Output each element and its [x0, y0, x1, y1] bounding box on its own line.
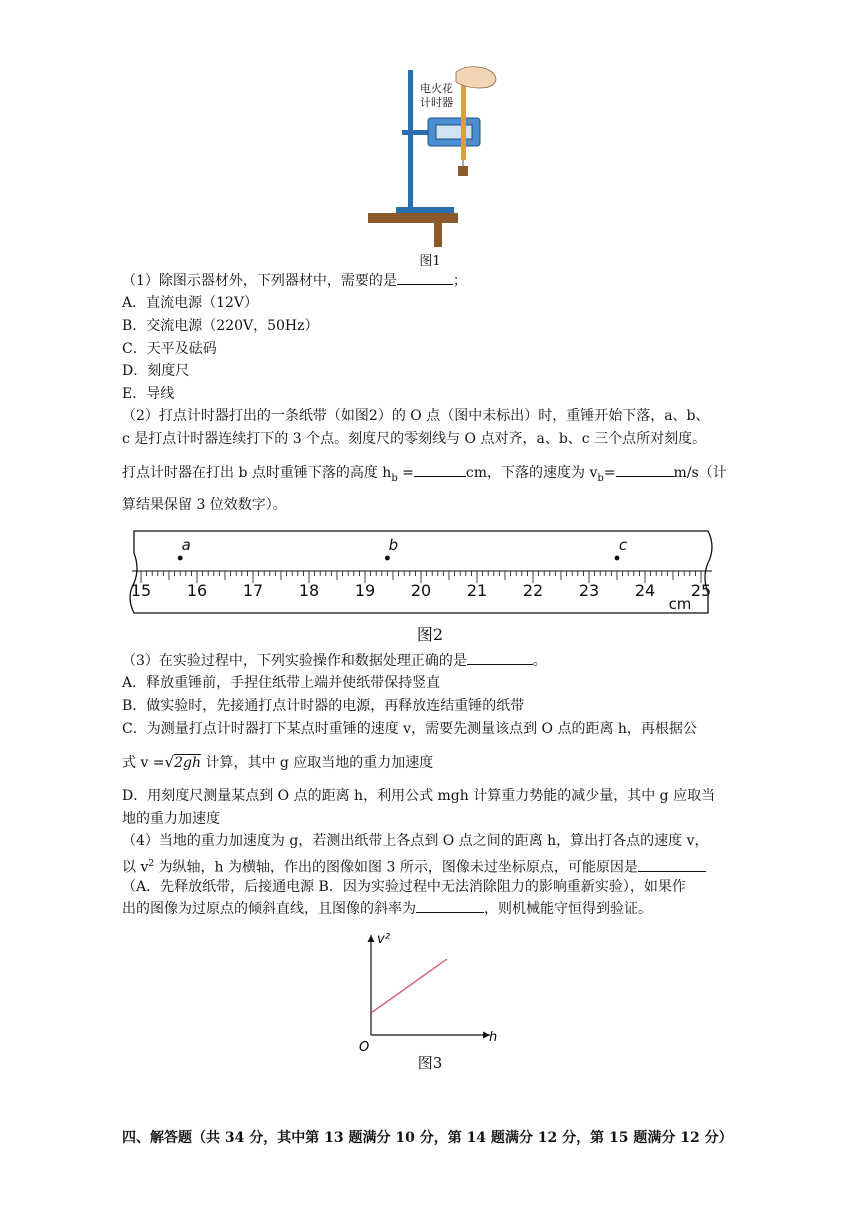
figure3-graph — [355, 925, 505, 1055]
origin-label: O — [359, 1040, 370, 1055]
q4-line2: 以 $v^2$ 为纵轴，h 为横轴，作出的图像如图 3 所示，图像未过坐标原点，可能原因是 — [122, 853, 742, 879]
q2-line1: （2）打点计时器打出的一条纸带（如图2）的 O 点（图中未标出）时，重锤开始下落，a、b、 — [122, 408, 710, 424]
q2-line4: 算结果保留 3 位效数字）。 — [122, 497, 287, 513]
ruler-tick-label: 24 — [634, 581, 656, 600]
ruler-tick-label: 23 — [578, 581, 600, 600]
stand-base — [396, 207, 454, 213]
q3-answer-blank[interactable] — [467, 650, 533, 665]
tape-point-a — [178, 556, 183, 561]
figure1-caption: 图1 — [419, 254, 441, 269]
q1-option-b: B．交流电源（220V，50Hz） — [122, 318, 319, 334]
stand-rod — [408, 70, 413, 210]
sqrt-symbol: √ — [164, 753, 175, 771]
ruler-tick-label: 17 — [242, 581, 264, 600]
tape-point-b — [385, 556, 390, 561]
timer-inner — [436, 125, 472, 139]
q1-answer-blank[interactable] — [397, 270, 453, 285]
q4-line1: （4）当地的重力加速度为 g，若测出纸带上各点到 O 点之间的距离 h，算出打各点的速度 v， — [122, 833, 709, 849]
figure2-ruler — [124, 527, 720, 619]
q2-line3: 打点计时器在打出 b 点时重锤下落的高度 $h_b$ = cm，下落的速度为 $v_b= m/s$（计 — [122, 462, 742, 490]
y-axis-label: v² — [377, 932, 390, 947]
ruler-tick-label: 21 — [466, 581, 488, 600]
q1-option-e: E．导线 — [122, 386, 175, 402]
ruler-unit: cm — [668, 595, 692, 613]
q3-option-c1: C．为测量打点计时器打下某点时重锤的速度 v，需要先测量该点到 O 点的距离 h，再根据公 — [122, 721, 697, 737]
q4-line3: （A．先释放纸带，后接通电源 B．因为实验过程中无法消除阻力的影响重新实验），如果作 — [122, 879, 686, 895]
q4-reason-blank[interactable] — [638, 857, 706, 872]
q3-option-c2: 式 v =√2gh 计算，其中 g 应取当地的重力加速度 — [122, 753, 434, 771]
q2-height-blank[interactable] — [414, 462, 466, 477]
q3-option-a: A．释放重锤前，手捏住纸带上端并使纸带保持竖直 — [122, 675, 441, 691]
tape-point-label-c: c — [618, 536, 628, 554]
ruler-tick-label: 20 — [410, 581, 432, 600]
tape-point-label-a: a — [181, 536, 191, 554]
ruler-tick-label: 25 — [690, 581, 712, 600]
q3-option-d1: D．用刻度尺测量某点到 O 点的距离 h，利用公式 mgh 计算重力势能的减少量，其中 g 应取当 — [122, 788, 716, 804]
table-top — [368, 213, 458, 223]
q1-option-a: A．直流电源（12V） — [122, 295, 259, 311]
graph-line — [371, 959, 447, 1013]
q3-option-d2: 地的重力加速度 — [122, 811, 220, 827]
q1-stem: （1）除图示器材外，下列器材中，需要的是 ； — [122, 270, 742, 292]
table-leg — [434, 223, 442, 247]
device-label-1: 电火花 — [420, 82, 453, 95]
figure2-caption: 图2 — [416, 625, 444, 644]
device-label-2: 计时器 — [420, 96, 453, 109]
ruler-tick-label: 22 — [522, 581, 544, 600]
q2-velocity-blank[interactable] — [616, 462, 674, 477]
tape-point-label-b: b — [388, 536, 399, 554]
tape-point-c — [615, 556, 620, 561]
section-title: 四、解答题（共 34 分，其中第 13 题满分 10 分，第 14 题满分 12 分，第 15 题满分 12 分） — [122, 1130, 733, 1146]
figure1-apparatus — [360, 60, 500, 250]
figure3-caption: 图3 — [417, 1054, 443, 1072]
ruler-tick-label: 19 — [354, 581, 376, 600]
ruler-tick-label: 15 — [130, 581, 152, 600]
ruler-tick-label: 18 — [298, 581, 320, 600]
ruler-tick-label: 16 — [186, 581, 208, 600]
q4-line4: 出的图像为过原点的倾斜直线，且图像的斜率为 ，则机械能守恒得到验证。 — [122, 898, 742, 920]
q3-option-b: B．做实验时，先接通打点计时器的电源，再释放连结重锤的纸带 — [122, 698, 525, 714]
hand-shape — [456, 67, 496, 88]
q1-option-d: D．刻度尺 — [122, 363, 190, 379]
q2-line2: c 是打点计时器连续打下的 3 个点。刻度尺的零刻线与 O 点对齐，a、b、c 三个点所对刻度。 — [122, 431, 707, 447]
q4-slope-blank[interactable] — [416, 898, 484, 913]
weight — [458, 166, 468, 176]
x-axis-label: h — [489, 1030, 498, 1045]
q3-stem: （3）在实验过程中，下列实验操作和数据处理正确的是 。 — [122, 650, 742, 672]
q1-option-c: C．天平及砝码 — [122, 341, 217, 357]
